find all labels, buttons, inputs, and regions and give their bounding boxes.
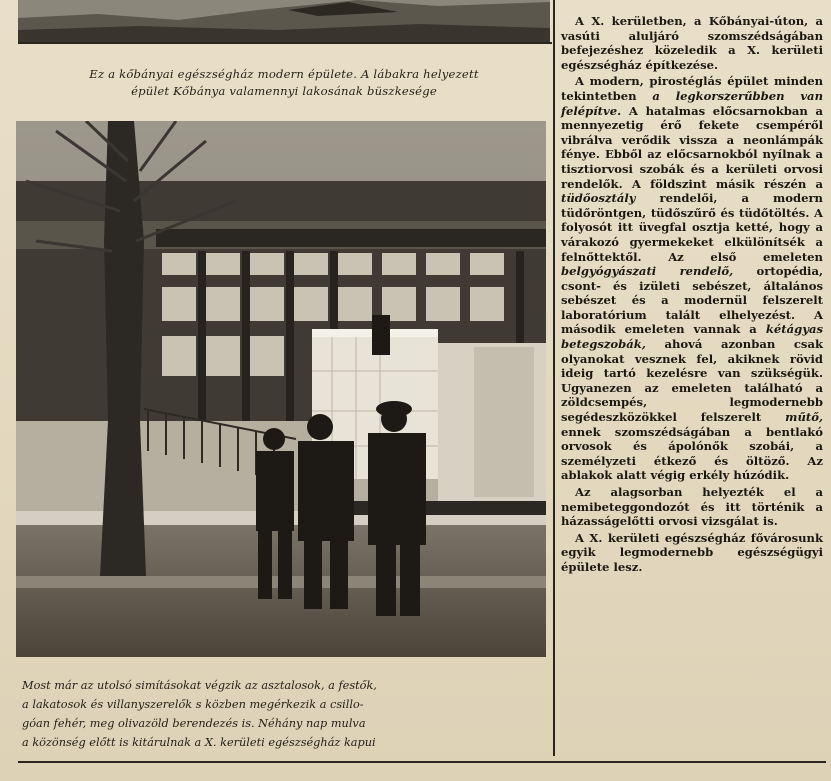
bottom-caption-line-2: a lakatosok és villanyszerelők s közben megérkezik a csillo- xyxy=(22,698,364,711)
article-paragraph-4 xyxy=(561,531,823,575)
article-p2k: ennek szomszédságában a bentlakó orvosok és ápolónők szobái, a személyzeti étkező és öltöző. Az ablakok alatt végig erkély húzódik. xyxy=(561,424,823,483)
main-photo xyxy=(16,121,546,657)
article-p3-text: Az alagsorban helyezték el a nemibeteggondozót és itt történik a házasságelőtti orvosi vizsgálat is. xyxy=(561,485,823,529)
article-p2f-emphasis: belgyógyászati rendelő, xyxy=(561,264,734,279)
article-p2b-emphasis: a legkorszerűbben van felépítve. xyxy=(561,88,823,118)
article-p2j-emphasis: műtő, xyxy=(785,410,823,425)
bottom-photo-caption xyxy=(22,676,544,752)
article-p2a: A modern, pirostéglás épület minden tekintetben xyxy=(561,74,823,103)
article-paragraph-3 xyxy=(561,485,823,529)
rule-top-photo xyxy=(18,42,552,44)
article-p2h-emphasis: kétágyas betegszobák, xyxy=(561,322,823,352)
article-p1-text: A X. kerületben, a Kőbányai-úton, a vasúti aluljáró szomszédságában befejezéshez közeledik a X. kerületi egészségház építkezése. xyxy=(561,14,823,72)
top-photo-image xyxy=(18,0,550,42)
article-p2g: ortopédia, csont- és izületi sebészet, általános sebészet és a modernül felszerelt laboratórium talált elhelyezést. A második emeleten vannak a xyxy=(561,264,824,337)
article-p2d-emphasis: tüdőosztály xyxy=(561,191,636,206)
top-photo-caption xyxy=(20,66,548,100)
bottom-caption-line-4: a közönség előtt is kitárulnak a X. kerületi egészségház kapui xyxy=(22,736,376,749)
top-photo xyxy=(18,0,550,42)
column-divider xyxy=(553,0,555,756)
main-photo-image xyxy=(16,121,546,657)
article-paragraph-1 xyxy=(561,14,823,72)
bottom-caption-line-1: Most már az utolsó simításokat végzik az asztalosok, a festők, xyxy=(22,679,377,692)
top-caption-line-1: Ez a kőbányai egészségház modern épülete. A lábakra helyezett xyxy=(89,67,479,81)
article-p4-text: A X. kerületi egészségház fővárosunk egyik legmodernebb egészségügyi épülete lesz. xyxy=(561,530,823,574)
article-p2i: ahová azonban csak olyanokat vesznek fel, akiknek rövid ideig tartó kezelésre van szükségük. Ugyanezen az emeleten található a zöldcsempés, legmodernebb segédeszközökkel felszerelt xyxy=(561,337,823,425)
article-paragraph-2 xyxy=(561,74,823,483)
top-caption-line-2: épület Kőbánya valamennyi lakosának büszkesége xyxy=(131,84,437,98)
article-p2e: rendelői, a modern tüdőröntgen, tüdőszűrő és tüdőtöltés. A folyosót itt üvegfal osztja ketté, hogy a várakozó gyermekeket elkülönítsék a felnőttektől. Az első emeleten xyxy=(561,191,823,264)
bottom-caption-line-3: góan fehér, meg olivazöld berendezés is. Néhány nap mulva xyxy=(22,717,366,730)
bottom-rule xyxy=(18,761,826,763)
article-p2c: A hatalmas előcsarnokban a mennyezetig érő fekete csempéről vibrálva verődik vissza a neonlámpák fénye. Ebből az előcsarnokból nyílnak a tisztiorvosi szobák és a kerületi orvosi rendelők. A földszint másik részén a xyxy=(561,103,823,191)
article-column xyxy=(561,14,823,577)
